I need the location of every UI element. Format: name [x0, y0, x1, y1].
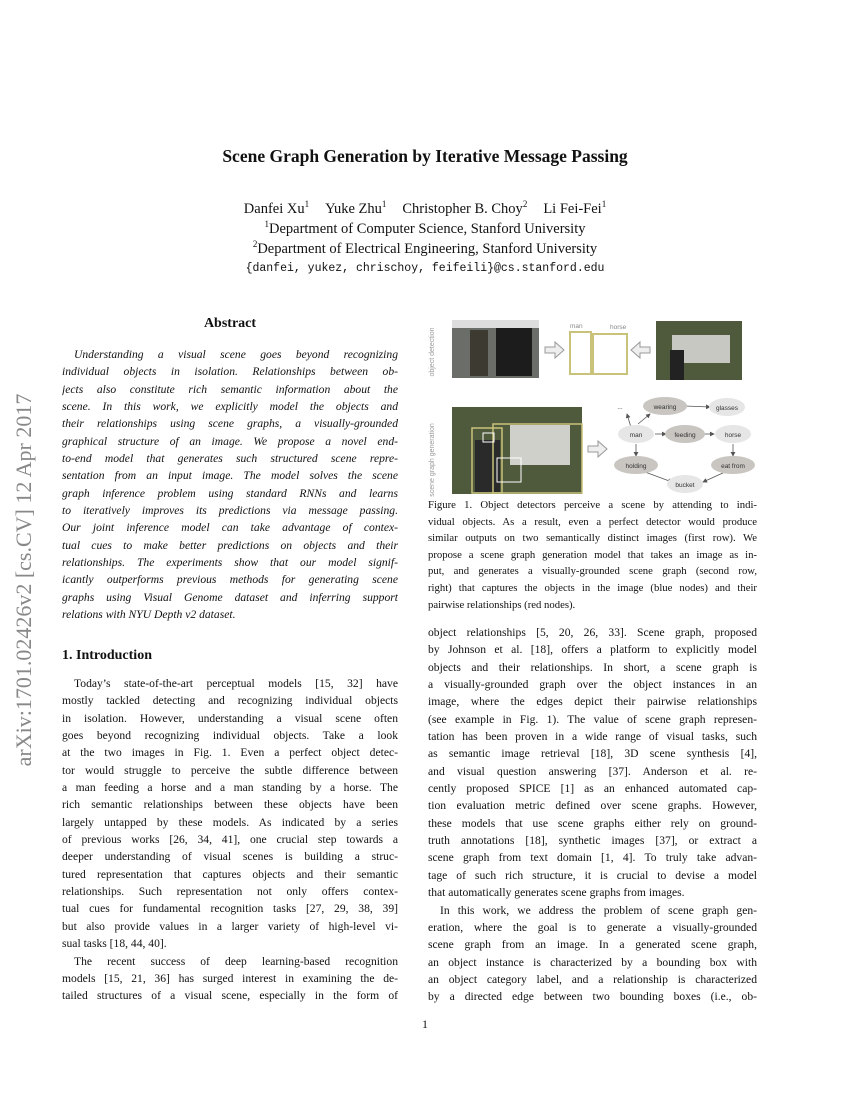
text-line: relationships. Such representation not only offers contex- [62, 885, 398, 899]
svg-text:eat from: eat from [721, 463, 745, 470]
box-man [570, 332, 591, 374]
text-line: object relationships [5, 20, 26, 33]. Scene graph, proposed [428, 626, 757, 639]
arxiv-stamp: arXiv:1701.02426v2 [cs.CV] 12 Apr 2017 [11, 393, 36, 767]
text-line: The recent success of deep learning-based recognition [74, 954, 398, 968]
text-line: truth annotations [18], synthetic images [37], or extract a [428, 834, 757, 848]
svg-text:feeding: feeding [674, 432, 696, 439]
text-line: individual objects in isolation. Relationships between ob- [62, 365, 398, 379]
text-line: by a directed edge between two bounding boxes (i.e., ob- [428, 990, 757, 1004]
node-feeding [665, 425, 705, 443]
node-eat-from [711, 456, 755, 474]
author-emails: {danfei, yukez, chrischoy, feifeili}@cs.stanford.edu [245, 262, 605, 275]
text-line: these models that use scene graphs either rely on ground- [428, 816, 757, 830]
node-man [618, 425, 654, 443]
text-line: tual cues for fundamental recognition tasks [27, 29, 38, 39] [62, 902, 398, 916]
affiliation-2: $^2$Department of Electrical Engineering, Stanford University [252, 239, 598, 257]
author-name: Christopher B. Choy [402, 200, 523, 217]
text-line: a man feeding a horse and a man standing by a horse. The [62, 781, 398, 795]
text-line: icantly outperforms previous methods for generating scene [62, 573, 398, 587]
row-label-object-detection: object detection [429, 327, 436, 377]
author-affiliation-mark: 2 [522, 199, 528, 209]
photo-man-feeding-horse [656, 321, 742, 380]
figure-1 [420, 310, 760, 500]
author-list [0, 199, 850, 218]
abstract-body [62, 346, 398, 624]
caption-line: propose a scene graph generation model that takes an image as in- [428, 548, 757, 561]
scene-graph [614, 397, 755, 493]
text-line: Our joint inference model can take advantage of contex- [62, 521, 398, 535]
arrow-left-icon [631, 342, 650, 358]
text-line: scene. In this work, we explicitly model the objects and [62, 400, 398, 414]
text-line: in isolation. However, understanding a visual scene often [62, 711, 398, 725]
svg-text:glasses: glasses [715, 405, 739, 412]
text-line: largely untapped by these models. As indicated by a series [62, 815, 398, 829]
text-line: by Johnson et al. [18], offers a platform to explicitly model [428, 643, 757, 657]
text-line: eration, where the goal is to generate a visually-grounded [428, 920, 757, 934]
caption-line: vidual objects. As a result, even a perfect detector would produce [428, 515, 757, 528]
text-line: to-end model that generates such structured scene repre- [62, 452, 398, 466]
text-line: objects and their relationships. In short, a scene graph is [428, 660, 757, 674]
caption-line: similar outputs on two semantically distinct images (first row). We [428, 532, 757, 545]
text-line: tor would struggle to perceive the subtle difference between [62, 763, 398, 777]
text-line: a visually-grounded graph over the object instances in an [428, 678, 757, 692]
text-line: tual cues to make better predictions on objects and their [62, 538, 398, 552]
text-line: of previous works [26, 34, 41], one crucial step towards a [62, 833, 398, 847]
photo-man-standing-by-horse [452, 320, 539, 378]
box-label-horse: horse [610, 324, 627, 331]
svg-text:bucket: bucket [675, 482, 695, 489]
text-line: tation has been proven in a wide range of visual tasks, such [428, 730, 757, 744]
text-line: that automatically generates scene graphs from images. [428, 886, 685, 900]
box-horse [593, 334, 627, 374]
text-line: tured representation that captures objects and their semantic [62, 867, 398, 881]
text-line: rich semantic relationships between these objects have been [62, 798, 398, 812]
introduction-heading: 1. Introduction [62, 648, 152, 663]
box-label-man: man [570, 323, 583, 330]
author-name: Danfei Xu [243, 200, 305, 217]
caption-line: right) that captures the objects in the image (blue nodes) and their [428, 581, 757, 594]
author-affiliation-mark: 1 [601, 199, 607, 209]
text-line: mostly tackled detecting and recognizing individual objects [62, 694, 398, 708]
svg-text:holding: holding [625, 463, 647, 470]
text-line: sual tasks [18, 44, 40]. [62, 937, 167, 951]
text-line: and visual question answering [37]. Anderson et al. re- [428, 764, 757, 778]
node-wearing [643, 397, 687, 415]
arrow-right-icon [545, 342, 564, 358]
text-line: scene graph from text domain [1, 4]. To truly take advan- [428, 851, 757, 865]
abstract-heading: Abstract [203, 316, 257, 331]
text-line: their relationships using scene graphs, a visually-grounded [62, 417, 398, 431]
text-line: deeper understanding of visual scenes is building a struc- [62, 850, 398, 864]
text-line: relations with NYU Depth v2 dataset. [62, 608, 236, 622]
row-label-scene-graph: scene graph generation [429, 423, 436, 497]
author-name: Li Fei-Fei [543, 200, 602, 217]
text-line: cently proposed SPICE [1] as an enhanced automated cap- [428, 782, 757, 796]
svg-text:horse: horse [724, 432, 742, 439]
introduction-body [62, 675, 398, 1005]
text-line: graphical structure of an image. We propose a novel end- [62, 434, 398, 448]
photo-scene-graph-input [452, 407, 582, 494]
caption-line: pairwise relationships (red nodes). [428, 598, 576, 611]
text-line: tailed structures of a visual scene, especially in the form of [62, 989, 398, 1003]
text-line: jects also constitute rich semantic information about the [62, 382, 398, 396]
arrow-right-icon [588, 441, 607, 457]
paper-title: Scene Graph Generation by Iterative Message Passing [222, 146, 628, 166]
text-line: relationships. The experiments show that our model signif- [62, 556, 398, 570]
figure-1-caption [428, 497, 757, 613]
author-affiliation-mark: 1 [381, 199, 387, 209]
text-line: Today’s state-of-the-art perceptual models [15, 32] have [74, 677, 398, 690]
text-line: to iteratively improves its predictions via message passing. [62, 504, 398, 518]
node-glasses [709, 398, 745, 416]
svg-text:man: man [629, 432, 643, 439]
node-holding [614, 456, 658, 474]
caption-line: Figure 1. Object detectors perceive a scene by attending to indi- [428, 499, 757, 511]
text-line: models [15, 21, 36] has surged interest in examining the de- [62, 971, 398, 985]
node-horse [715, 425, 751, 443]
caption-line: put, and generates a visually-grounded scene graph (second row, [428, 565, 757, 578]
svg-text:wearing: wearing [653, 404, 677, 411]
text-line: scene graph from an image. In a generated scene graph, [428, 938, 757, 952]
right-column-body [428, 624, 757, 1006]
text-line: goes beyond recognizing individual objects. Take a look [62, 729, 398, 743]
text-line: In this work, we address the problem of scene graph gen- [440, 903, 757, 917]
text-line: an object category label, and a relationship is characterized [428, 972, 757, 986]
author-affiliation-mark: 1 [304, 199, 310, 209]
text-line: but also provide values in a larger variety of high-level vi- [62, 919, 398, 933]
text-line: tage of such rich structure, it is crucial to devise a model [428, 868, 757, 882]
graph-ellipsis: ... [617, 404, 623, 411]
text-line: as semantic image retrieval [18], 3D scene synthesis [4], [428, 747, 757, 761]
text-line: an object instance is characterized by a bounding box with [428, 955, 757, 969]
text-line: sentation from an input image. The model solves the scene [62, 469, 398, 483]
page-number: 1 [422, 1017, 428, 1031]
author-name: Yuke Zhu [325, 200, 382, 217]
text-line: Understanding a visual scene goes beyond recognizing [74, 348, 398, 361]
text-line: graph inference problem using standard RNNs and learns [62, 486, 398, 500]
text-line: graphs using Visual Genome dataset and inferring support [62, 590, 398, 604]
affiliation-1: $^1$Department of Computer Science, Stanford University [264, 219, 586, 237]
text-line: at the two images in Fig. 1. Even a perfect object detec- [62, 746, 398, 760]
node-bucket [667, 475, 703, 493]
text-line: (see example in Fig. 1). The value of scene graph represen- [428, 712, 757, 726]
text-line: image, where the edges depict their pairwise relationships [428, 695, 757, 709]
text-line: tion evaluation metric defined over scene graphs. However, [428, 799, 757, 813]
